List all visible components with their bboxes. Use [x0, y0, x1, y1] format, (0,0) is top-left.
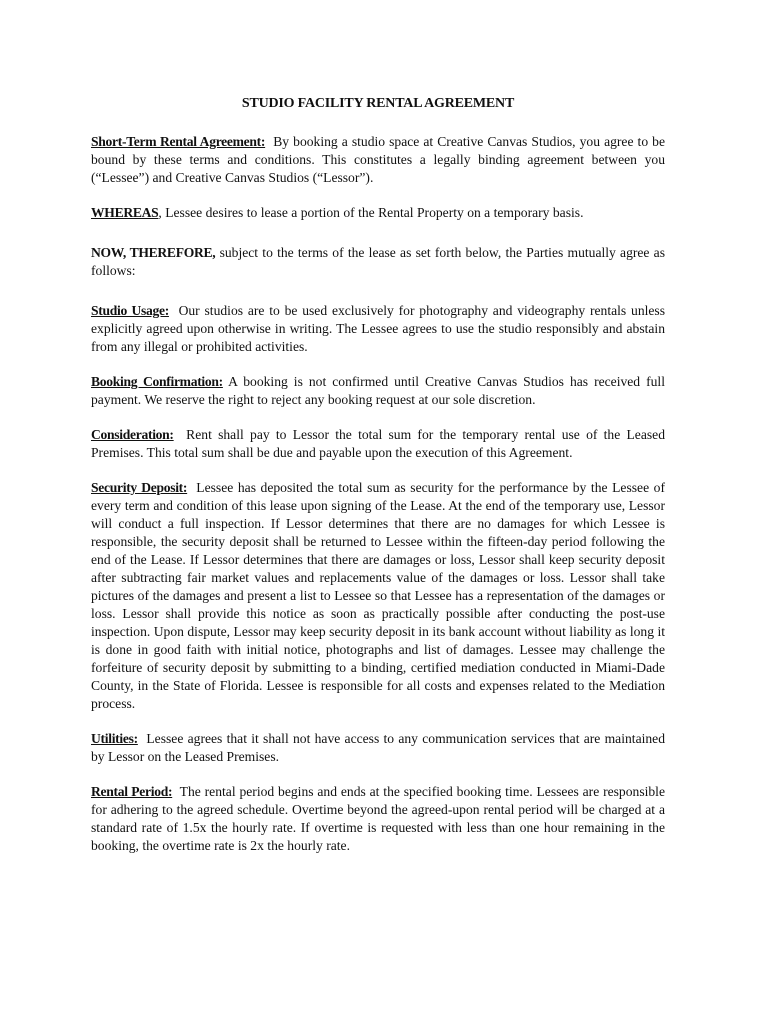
section-rental-period	[91, 783, 665, 855]
section-text: Rent shall pay to Lessor the total sum for the temporary rental use of the Leased Premises. This total sum shall be due and payable upon the execution of this Agreement.	[91, 427, 665, 460]
section-whereas	[91, 204, 665, 222]
section-term: Short-Term Rental Agreement:	[91, 134, 266, 149]
section-utilities	[91, 730, 665, 766]
section-consideration	[91, 426, 665, 462]
section-text: A booking is not confirmed until Creative Canvas Studios has received full payment. We reserve the right to reject any booking request at our sole discretion.	[91, 374, 665, 407]
section-text: subject to the terms of the lease as set forth below, the Parties mutually agree as follows:	[91, 245, 665, 278]
section-text: , Lessee desires to lease a portion of the Rental Property on a temporary basis.	[158, 205, 584, 220]
document-title: STUDIO FACILITY RENTAL AGREEMENT	[241, 96, 515, 111]
section-text: Lessee agrees that it shall not have access to any communication services that are maintained by Lessor on the Leased Premises.	[91, 731, 666, 764]
section-now-therefore	[91, 244, 665, 280]
section-security-deposit	[91, 479, 665, 713]
section-text: By booking a studio space at Creative Canvas Studios, you agree to be bound by these terms and conditions. This constitutes a legally binding agreement between you (“Lessee”) and Creative Canvas Studios (“Lessor”).	[91, 134, 666, 185]
section-term: Rental Period:	[91, 784, 173, 799]
section-studio-usage	[91, 302, 665, 356]
section-term: NOW, THEREFORE,	[91, 245, 216, 260]
section-text: The rental period begins and ends at the specified booking time. Lessees are responsible for adhering to the agreed schedule. Overtime beyond the agreed-upon rental period will be charged at a standard rate of 1.5x the hourly rate. If overtime is requested with less than one hour remaining in the booking, the overtime rate is 2x the hourly rate.	[91, 784, 665, 853]
section-term: Security Deposit:	[91, 480, 188, 495]
section-term: Booking Confirmation:	[91, 374, 223, 389]
document-page	[91, 95, 665, 872]
section-term: Utilities:	[91, 731, 138, 746]
section-term: Consideration:	[91, 427, 174, 442]
section-term: WHEREAS	[91, 205, 159, 220]
section-text: Our studios are to be used exclusively for photography and videography rentals unless explicitly agreed upon otherwise in writing. The Lessee agrees to use the studio responsibly and abstain from any illegal or prohibited activities.	[91, 303, 666, 354]
section-short-term-rental	[91, 133, 665, 187]
section-text: Lessee has deposited the total sum as security for the performance by the Lessee of every term and condition of this lease upon signing of the Lease. At the end of the temporary use, Lessor will conduct a full inspection. If Lessor determines that there are no damages for which Lessee is responsible, the security deposit shall be returned to Lessee within the fifteen-day period following the end of the Lease. If Lessor determines that there are damages or loss, Lessor shall keep security deposit after subtracting fair market values and replacements value of the damages or loss. Lessor shall take pictures of the damages and present a list to Lessee so that Lessee has a representation of the damages or loss. Lessor shall provide this notice as soon as practically possible after conducting the post-use inspection. Upon dispute, Lessor may keep security deposit in its bank account without liability as long it is done in good faith with initial notice, photographs and list of damages. Lessee may challenge the forfeiture of security deposit by submitting to a binding, certified mediation conducted in Miami-Dade County, in the State of Florida. Lessee is responsible for all costs and expenses related to the Mediation process.	[91, 480, 666, 711]
section-term: Studio Usage:	[91, 303, 169, 318]
section-booking-confirmation	[91, 373, 665, 409]
